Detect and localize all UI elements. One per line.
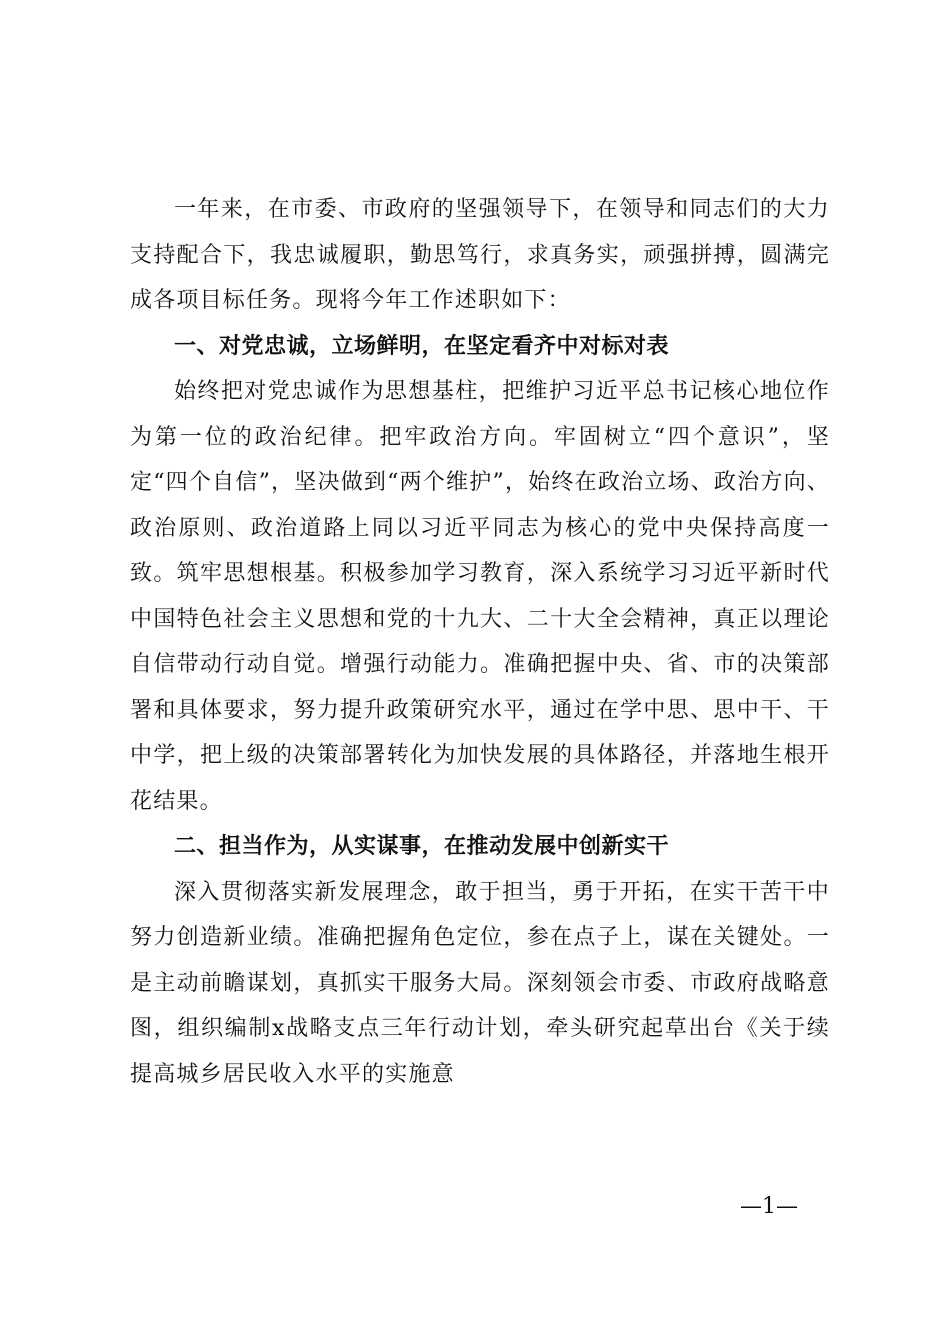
section-1-paragraph: 始终把对党忠诚作为思想基柱，把维护习近平总书记核心地位作为第一位的政治纪律。把牢政治方向。牢固树立“四个意识”，坚定“四个自信”，坚决做到“两个维护”，始终在政治立场、政治方向、政治原则、政治道路上同以习近平同志为核心的党中央保持高度一致。筑牢思想根基。积极参加学习教育，深入系统学习习近平新时代中国特色社会主义思想和党的十九大、二十大全会精神，真正以理论自信带动行动自觉。增强行动能力。准确把握中央、省、市的决策部署和具体要求，努力提升政策研究水平，通过在学中思、思中干、干中学，把上级的决策部署转化为加快发展的具体路径，并落地生根开花结果。 (130, 379, 830, 814)
section-heading-1: 一、对党忠诚，立场鲜明，在坚定看齐中对标对表 (174, 333, 670, 359)
document-body (130, 187, 830, 1097)
intro-paragraph: 一年来，在市委、市政府的坚强领导下，在领导和同志们的大力支持配合下，我忠诚履职，勤思笃行，求真务实，顽强拼搏，圆满完成各项目标任务。现将今年工作述职如下： (130, 197, 830, 313)
section-2-paragraph: 深入贯彻落实新发展理念，敢于担当，勇于开拓，在实干苦干中努力创造新业绩。准确把握角色定位，参在点子上，谋在关键处。一是主动前瞻谋划，真抓实干服务大局。深刻领会市委、市政府战略意图，组织编制x战略支点三年行动计划，牵头研究起草出台《关于续提高城乡居民收入水平的实施意 (130, 879, 830, 1087)
section-heading-2: 二、担当作为，从实谋事，在推动发展中创新实干 (174, 834, 670, 859)
page-number: —1— (740, 1194, 798, 1219)
